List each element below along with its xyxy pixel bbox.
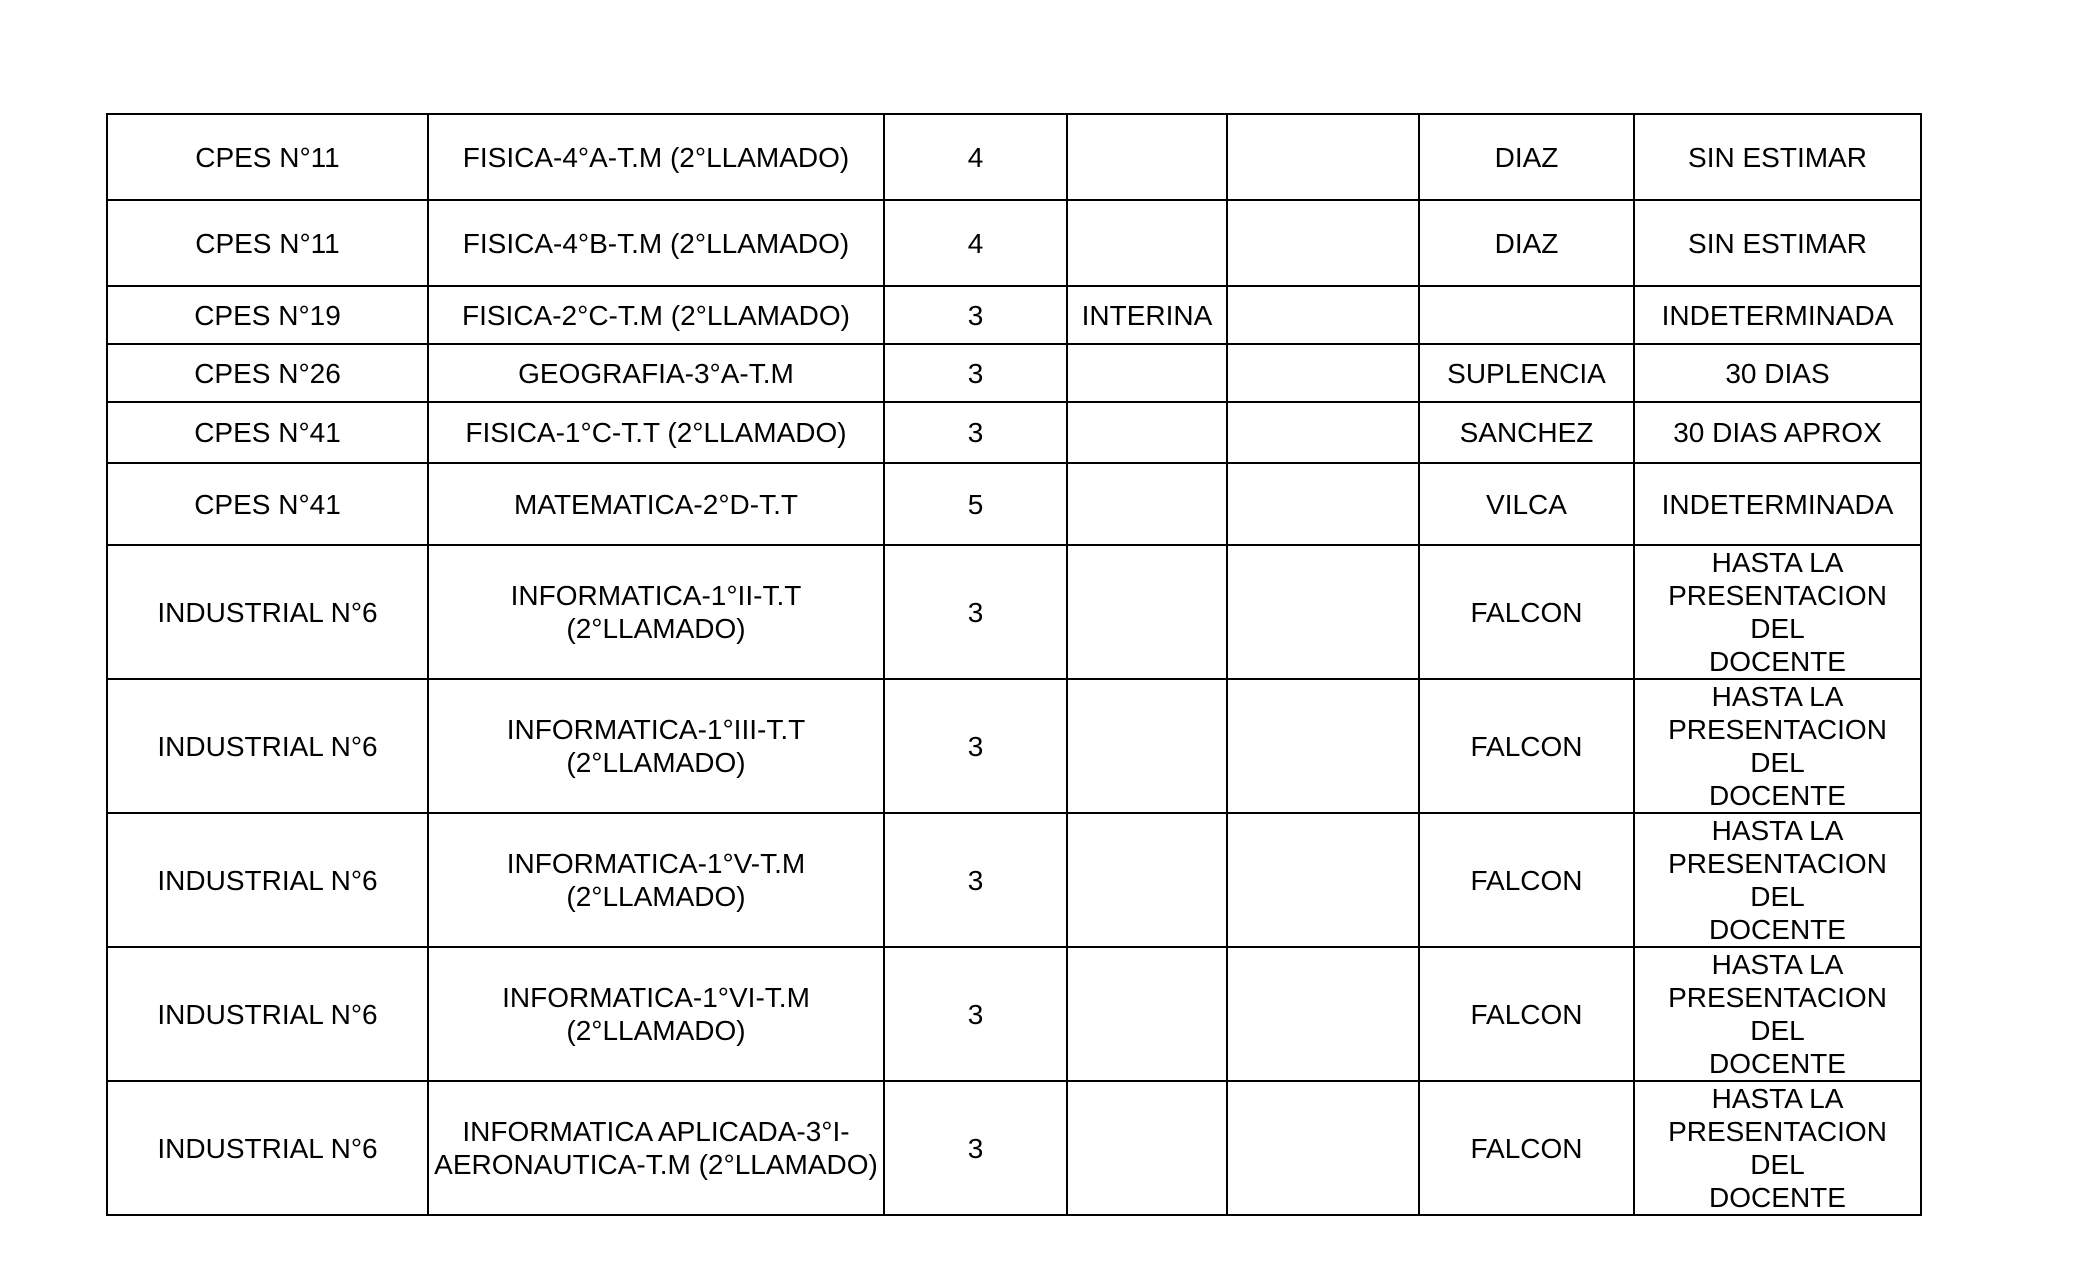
empty-cell	[1227, 286, 1419, 344]
subject-cell: INFORMATICA APLICADA-3°I- AERONAUTICA-T.M (2°LLAMADO)	[428, 1081, 884, 1215]
school-cell: CPES N°41	[107, 402, 428, 463]
empty-cell	[1227, 114, 1419, 200]
subject-cell: FISICA-1°C-T.T (2°LLAMADO)	[428, 402, 884, 463]
empty-cell	[1227, 463, 1419, 545]
table-row	[107, 813, 1921, 947]
teacher-cell: DIAZ	[1419, 114, 1634, 200]
duration-cell: SIN ESTIMAR	[1634, 200, 1921, 286]
subject-cell: FISICA-4°A-T.M (2°LLAMADO)	[428, 114, 884, 200]
hours-cell: 4	[884, 114, 1067, 200]
duration-cell: INDETERMINADA	[1634, 463, 1921, 545]
school-cell: INDUSTRIAL N°6	[107, 947, 428, 1081]
subject-cell: INFORMATICA-1°V-T.M (2°LLAMADO)	[428, 813, 884, 947]
school-cell: INDUSTRIAL N°6	[107, 1081, 428, 1215]
duration-cell: INDETERMINADA	[1634, 286, 1921, 344]
duration-cell: HASTA LA PRESENTACION DEL DOCENTE	[1634, 679, 1921, 813]
status-cell: INTERINA	[1067, 286, 1227, 344]
status-cell	[1067, 1081, 1227, 1215]
hours-cell: 3	[884, 344, 1067, 402]
status-cell	[1067, 813, 1227, 947]
hours-cell: 3	[884, 286, 1067, 344]
empty-cell	[1227, 545, 1419, 679]
table-row	[107, 1081, 1921, 1215]
teacher-cell: SANCHEZ	[1419, 402, 1634, 463]
teacher-cell	[1419, 286, 1634, 344]
duration-cell: HASTA LA PRESENTACION DEL DOCENTE	[1634, 813, 1921, 947]
school-cell: INDUSTRIAL N°6	[107, 545, 428, 679]
teacher-cell: FALCON	[1419, 679, 1634, 813]
duration-cell: 30 DIAS	[1634, 344, 1921, 402]
status-cell	[1067, 344, 1227, 402]
teacher-cell: FALCON	[1419, 545, 1634, 679]
duration-cell: SIN ESTIMAR	[1634, 114, 1921, 200]
empty-cell	[1227, 679, 1419, 813]
status-cell	[1067, 114, 1227, 200]
empty-cell	[1227, 200, 1419, 286]
status-cell	[1067, 463, 1227, 545]
empty-cell	[1227, 1081, 1419, 1215]
vacancy-table	[106, 113, 1922, 1216]
status-cell	[1067, 545, 1227, 679]
status-cell	[1067, 947, 1227, 1081]
subject-cell: INFORMATICA-1°VI-T.M (2°LLAMADO)	[428, 947, 884, 1081]
table-row	[107, 463, 1921, 545]
subject-cell: FISICA-4°B-T.M (2°LLAMADO)	[428, 200, 884, 286]
table-row	[107, 947, 1921, 1081]
status-cell	[1067, 200, 1227, 286]
hours-cell: 5	[884, 463, 1067, 545]
table-row	[107, 200, 1921, 286]
table-row	[107, 114, 1921, 200]
hours-cell: 3	[884, 947, 1067, 1081]
subject-cell: INFORMATICA-1°III-T.T (2°LLAMADO)	[428, 679, 884, 813]
school-cell: INDUSTRIAL N°6	[107, 813, 428, 947]
teacher-cell: FALCON	[1419, 947, 1634, 1081]
empty-cell	[1227, 813, 1419, 947]
subject-cell: INFORMATICA-1°II-T.T (2°LLAMADO)	[428, 545, 884, 679]
subject-cell: FISICA-2°C-T.M (2°LLAMADO)	[428, 286, 884, 344]
school-cell: INDUSTRIAL N°6	[107, 679, 428, 813]
school-cell: CPES N°19	[107, 286, 428, 344]
empty-cell	[1227, 344, 1419, 402]
hours-cell: 3	[884, 1081, 1067, 1215]
hours-cell: 3	[884, 679, 1067, 813]
status-cell	[1067, 402, 1227, 463]
teacher-cell: FALCON	[1419, 1081, 1634, 1215]
table-row	[107, 344, 1921, 402]
school-cell: CPES N°11	[107, 200, 428, 286]
table-row	[107, 402, 1921, 463]
table-row	[107, 286, 1921, 344]
duration-cell: 30 DIAS APROX	[1634, 402, 1921, 463]
school-cell: CPES N°11	[107, 114, 428, 200]
hours-cell: 3	[884, 813, 1067, 947]
hours-cell: 3	[884, 402, 1067, 463]
table-body	[107, 114, 1921, 1215]
table-row	[107, 679, 1921, 813]
duration-cell: HASTA LA PRESENTACION DEL DOCENTE	[1634, 947, 1921, 1081]
duration-cell: HASTA LA PRESENTACION DEL DOCENTE	[1634, 1081, 1921, 1215]
teacher-cell: SUPLENCIA	[1419, 344, 1634, 402]
school-cell: CPES N°41	[107, 463, 428, 545]
teacher-cell: VILCA	[1419, 463, 1634, 545]
teacher-cell: FALCON	[1419, 813, 1634, 947]
teacher-cell: DIAZ	[1419, 200, 1634, 286]
status-cell	[1067, 679, 1227, 813]
duration-cell: HASTA LA PRESENTACION DEL DOCENTE	[1634, 545, 1921, 679]
school-cell: CPES N°26	[107, 344, 428, 402]
empty-cell	[1227, 947, 1419, 1081]
hours-cell: 4	[884, 200, 1067, 286]
subject-cell: MATEMATICA-2°D-T.T	[428, 463, 884, 545]
table-row	[107, 545, 1921, 679]
subject-cell: GEOGRAFIA-3°A-T.M	[428, 344, 884, 402]
empty-cell	[1227, 402, 1419, 463]
hours-cell: 3	[884, 545, 1067, 679]
